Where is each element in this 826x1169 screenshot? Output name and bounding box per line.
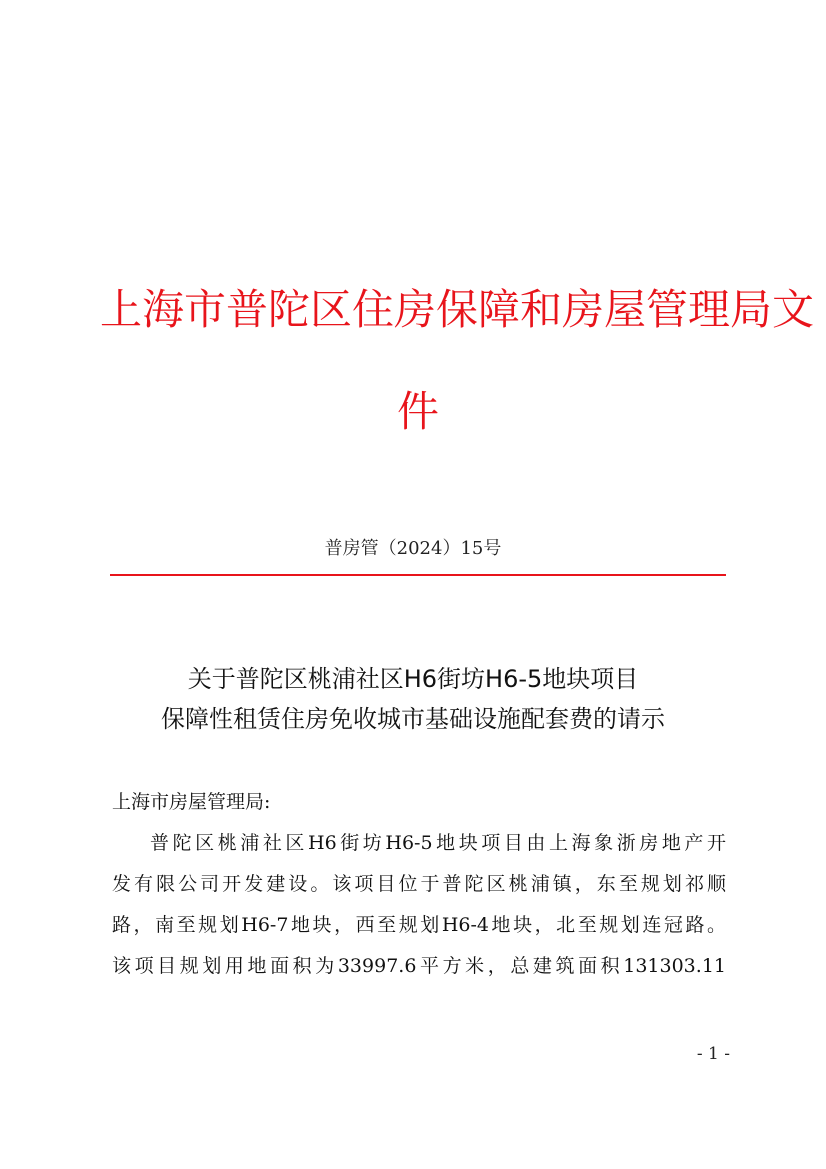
addressee: 上海市房屋管理局: [112,791,271,813]
issuing-authority-title-continued: 件 [396,387,439,436]
page-number: - 1 - [696,1044,730,1064]
subject-title-line-1: 关于普陀区桃浦社区H6街坊H6-5地块项目 [187,665,639,693]
subject-title-line-2: 保障性租赁住房免收城市基础设施配套费的请示 [161,705,665,733]
body-text-line: 该项目规划用地面积为33997.6平方米，总建筑面积131303.11 [112,955,726,977]
issuing-authority-title: 上海市普陀区住房保障和房屋管理局文 [100,285,815,334]
red-divider-line [110,574,726,576]
body-text-line: 路，南至规划H6-7地块，西至规划H6-4地块，北至规划连冠路。 [112,914,726,936]
document-number: 普房管（2024）15号 [324,538,502,559]
body-text-line: 发有限公司开发建设。该项目位于普陀区桃浦镇，东至规划祁顺 [112,873,726,895]
body-text-line: 普陀区桃浦社区H6街坊H6-5地块项目由上海象浙房地产开 [150,832,726,854]
